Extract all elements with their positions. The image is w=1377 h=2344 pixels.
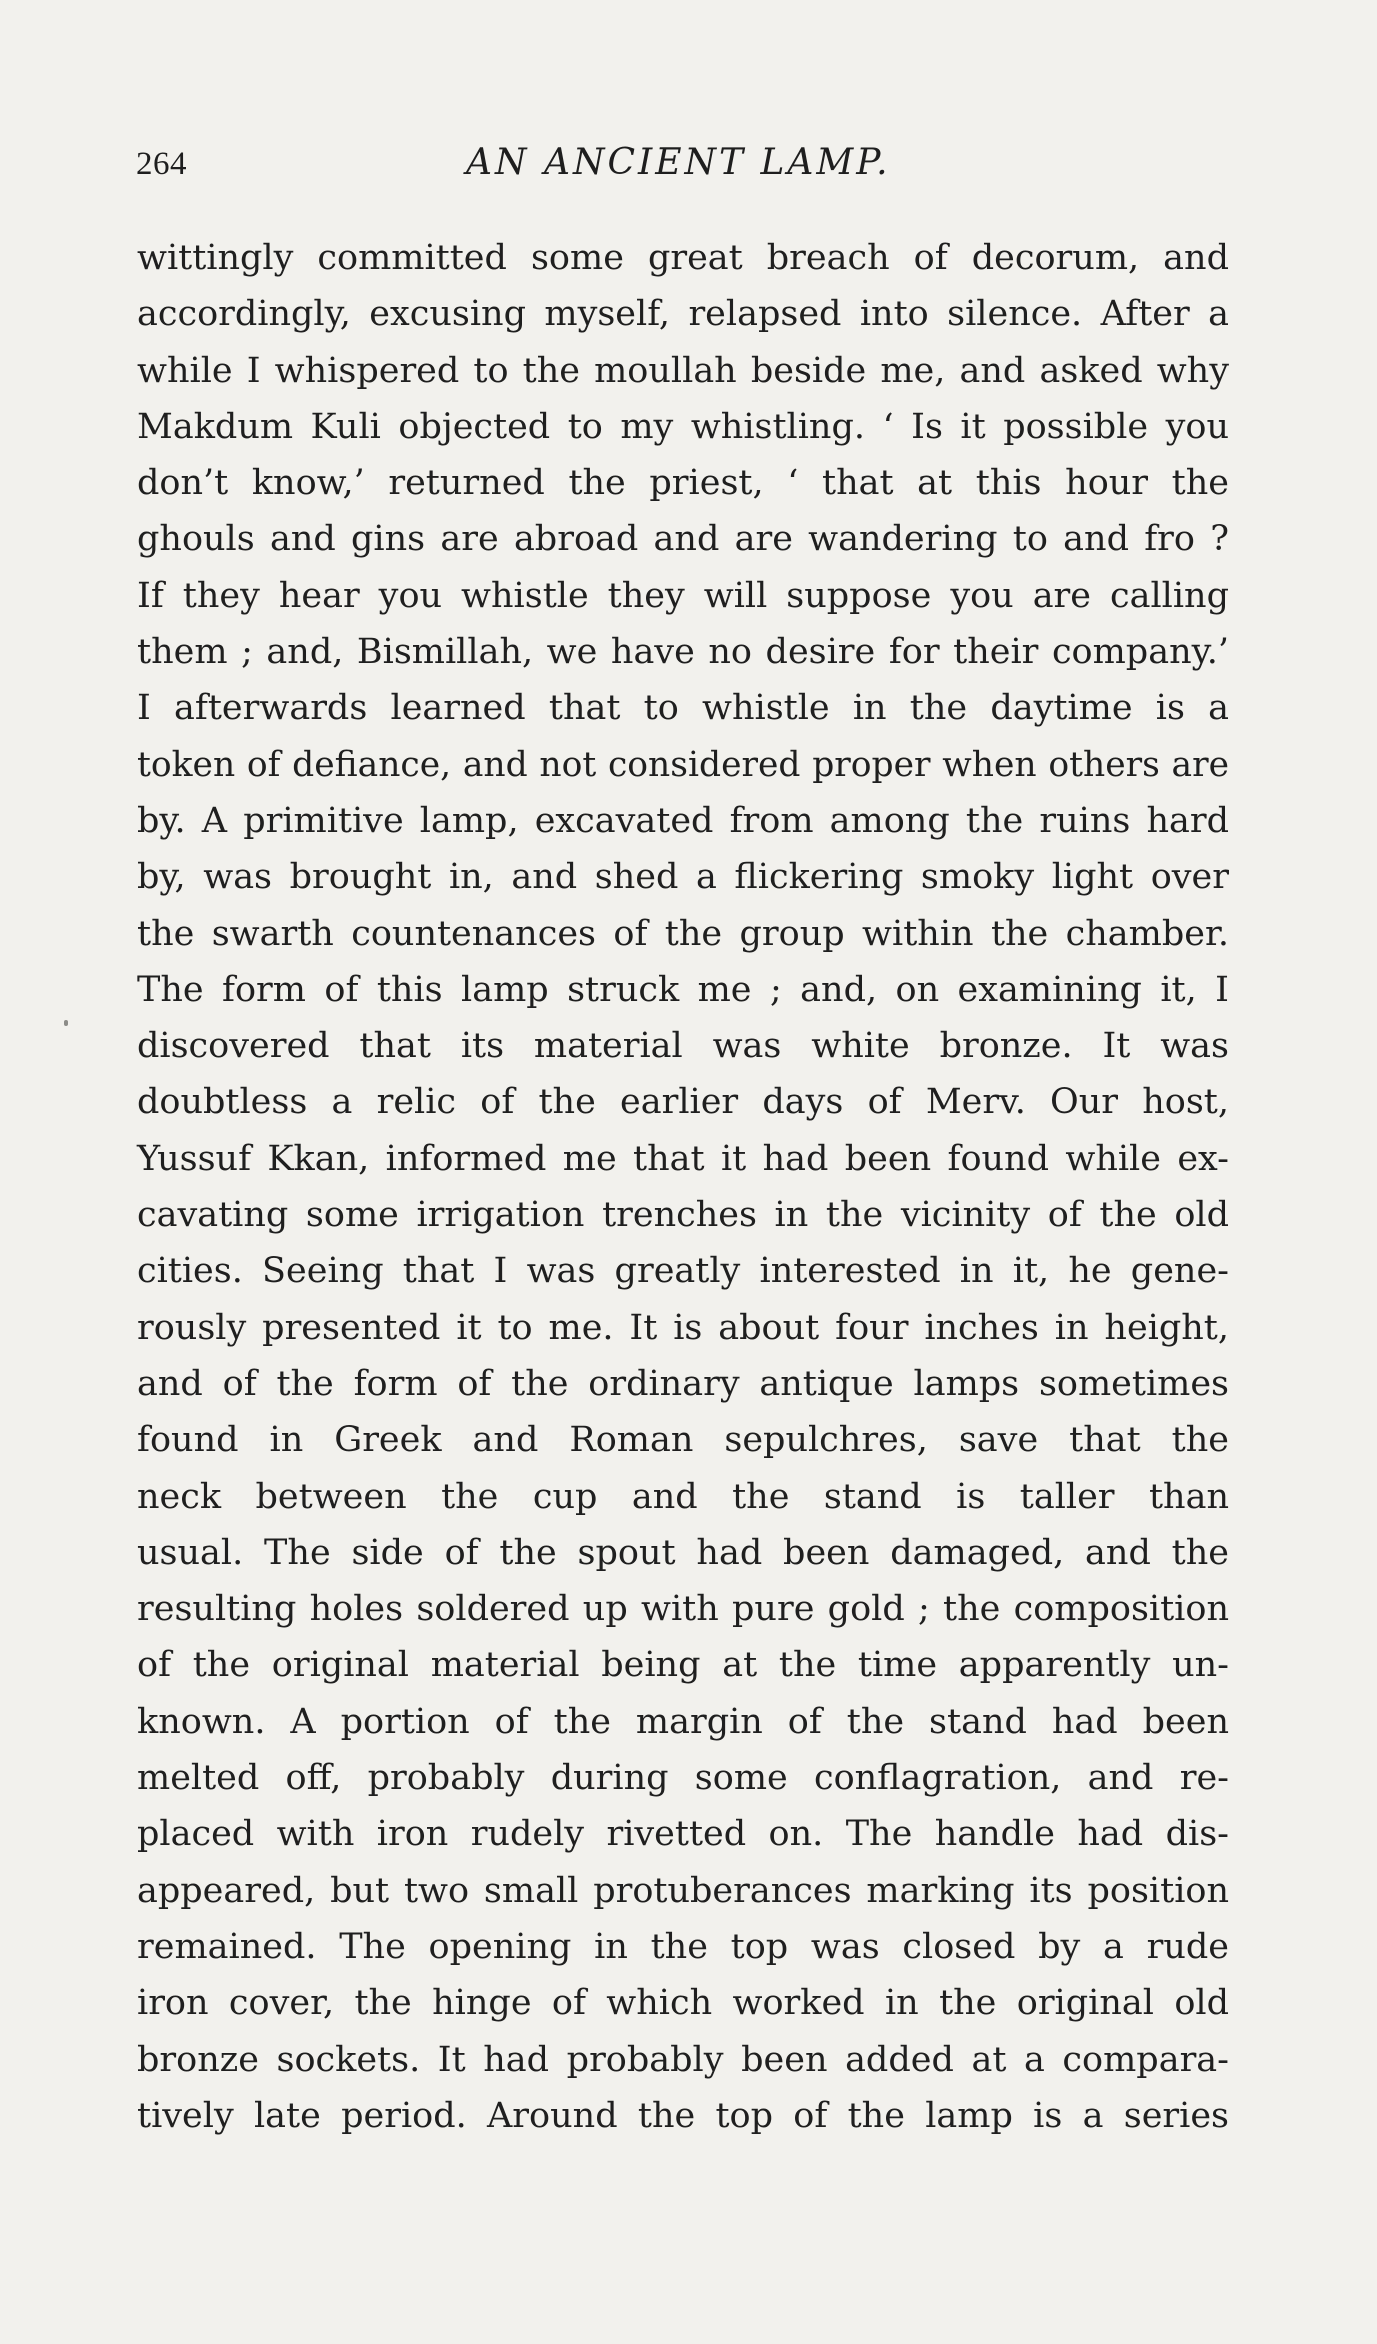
text-line: discovered that its material was white bronze. It was [137,1026,1229,1067]
text-line: wittingly committed some great breach of decorum, and [137,238,1229,278]
text-line: token of defiance, and not considered proper when others are [137,744,1229,785]
text-line: bronze sockets. It had probably been added at a compara- [137,2039,1229,2080]
text-line: placed with iron rudely rivetted on. The handle had dis- [137,1814,1229,1855]
page-number: 264 [136,146,187,182]
text-line: found in Greek and Roman sepulchres, save that the [137,1420,1229,1461]
text-line: The form of this lamp struck me ; and, on examining it, I [137,969,1229,1010]
text-line: doubtless a relic of the earlier days of Merv. Our host, [137,1082,1229,1123]
text-line: If they hear you whistle they will suppose you are calling [137,575,1229,616]
text-line: rously presented it to me. It is about four inches in height, [137,1307,1229,1348]
text-line: while I whispered to the moullah beside me, and asked why [137,350,1229,391]
body-text [137,230,1229,2144]
text-line: tively late period. Around the top of the lamp is a series [137,2095,1229,2136]
text-line: accordingly, excusing myself, relapsed into silence. After a [137,294,1229,335]
text-line: cavating some irrigation trenches in the vicinity of the old [137,1195,1229,1236]
text-line: by, was brought in, and shed a flickering smoky light over [137,857,1229,898]
text-line: resulting holes soldered up with pure gold ; the composition [137,1589,1229,1630]
text-line: ghouls and gins are abroad and are wandering to and fro ? [137,519,1229,560]
text-line: I afterwards learned that to whistle in the daytime is a [137,688,1229,729]
text-line: them ; and, Bismillah, we have no desire for their company.’ [137,632,1229,673]
text-line: appeared, but two small protuberances marking its position [137,1870,1229,1911]
text-line: remained. The opening in the top was closed by a rude [137,1926,1229,1967]
text-line: usual. The side of the spout had been damaged, and the [137,1532,1229,1573]
text-line: Makdum Kuli objected to my whistling. ‘ Is it possible you [137,406,1229,447]
text-line: Yussuf Kkan, informed me that it had been found while ex- [137,1138,1229,1179]
text-line: don’t know,’ returned the priest, ‘ that at this hour the [137,463,1229,504]
text-line: the swarth countenances of the group within the chamber. [137,913,1229,954]
text-line: cities. Seeing that I was greatly interested in it, he gene- [137,1251,1229,1292]
text-line: by. A primitive lamp, excavated from among the ruins hard [137,800,1229,841]
text-line: iron cover, the hinge of which worked in the original old [137,1983,1229,2024]
text-line: and of the form of the ordinary antique lamps sometimes [137,1363,1229,1404]
text-line: neck between the cup and the stand is taller than [137,1476,1229,1517]
text-line: of the original material being at the time apparently un- [137,1645,1229,1686]
text-line: melted off, probably during some conflagration, and re- [137,1758,1229,1799]
page-header [136,140,1228,188]
running-title: AN ANCIENT LAMP. [466,142,891,183]
margin-speck [64,1020,68,1026]
text-line: known. A portion of the margin of the stand had been [137,1701,1229,1742]
